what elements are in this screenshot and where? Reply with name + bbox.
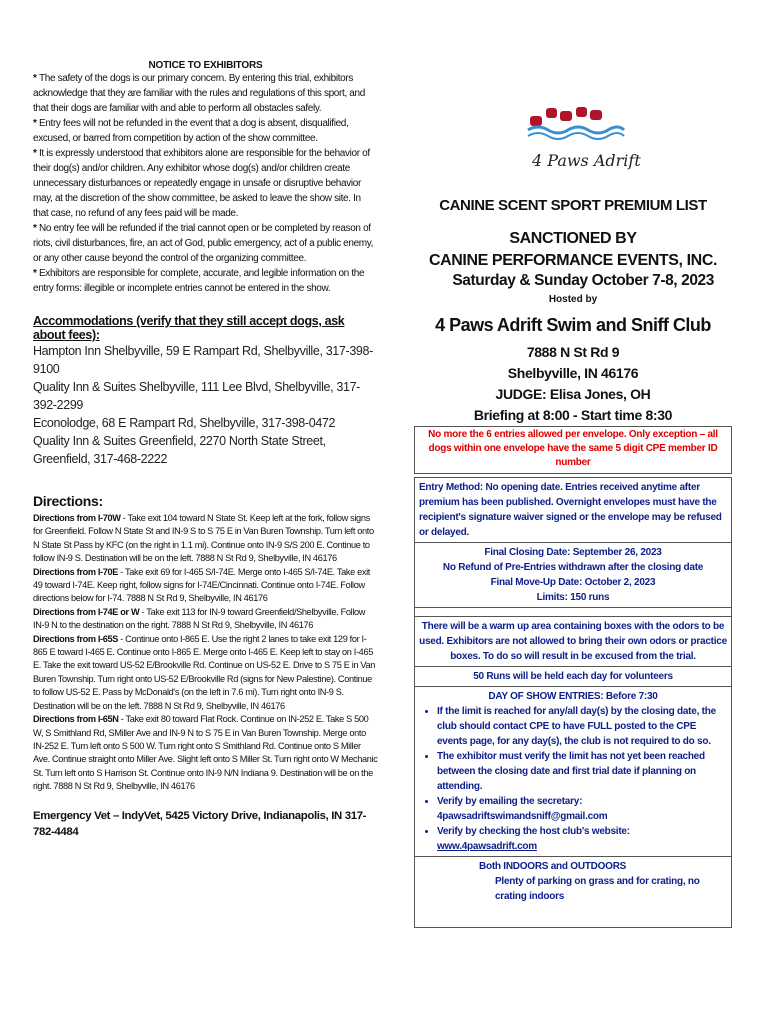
accommodations-title: Accommodations (verify that they still accept dogs, ask about fees): bbox=[33, 314, 345, 342]
direction-text: - Take exit 69 for I-465 S/I-74E. Merge onto I-465 S/I-74E. Take exit 49 toward I-74E. Keep right, follow signs for I-74E/Cincinnati. Continue onto I-74E. Follow directions below for I-74. 7888 N St Rd 9, Shelbyville, IN 46176 bbox=[33, 566, 371, 604]
list-item: • The exhibitor must verify the limit has not yet been reached between the closing date and first trial date if planning on attending. bbox=[437, 749, 727, 794]
accommodation-line: Quality Inn & Suites Greenfield, 2270 North State Street, Greenfield, 317-468-2222 bbox=[33, 434, 326, 466]
indoor-outdoor: Both INDOORS and OUTDOORS bbox=[479, 861, 627, 872]
left-column bbox=[33, 60, 378, 840]
direction-label: Directions from I-74E or W bbox=[33, 606, 140, 617]
direction-text: - Take exit 104 toward N State St. Keep left at the fork, follow signs for Greenfield. Follow N State St and IN-9 S to S 75 E in Van Buren Township. Turn left onto N State St Pass by KFC (on the right in 1.1 mi). Continue onto IN-9 S/S 200 E. Continue to follow IN-9 S. Destination will be on the left. 7888 N St Rd 9, Shelbyville, IN 46176 bbox=[33, 513, 374, 564]
notice-text: The safety of the dogs is our primary concern. By entering this trial, exhibitors acknowledge that they are familiar with the rules and regulations of this sport, and that their dogs are familiar with and able to perform all obstacles safely. bbox=[33, 73, 365, 114]
right-column bbox=[414, 96, 732, 928]
notice-item: * Exhibitors are responsible for complete, accurate, and legible information on the entry forms: illegible or incomplete entries cannot be entered in the show. bbox=[33, 268, 365, 294]
logo-text: 4 Paws Adrift bbox=[532, 151, 641, 170]
move-up-date: Final Move-Up Date: October 2, 2023 bbox=[490, 577, 656, 588]
accommodation-line: Hampton Inn Shelbyville, 59 E Rampart Rd, Shelbyville, 317-398-9100 bbox=[33, 344, 373, 376]
direction-label: Directions from I-70E bbox=[33, 566, 119, 577]
club-name: 4 Paws Adrift Swim and Sniff Club bbox=[435, 315, 711, 335]
verify-text: Verify by checking the host club's website: bbox=[437, 826, 630, 837]
direction-text: - Take exit 113 for IN-9 toward Greenfield/Shelbyville. Follow IN-9 N to the destination on the right. 7888 N St Rd 9, Shelbyville, IN 46176 bbox=[33, 606, 366, 631]
closing-date: Final Closing Date: September 26, 2023 bbox=[484, 547, 662, 558]
direction-label: Directions from I-65N bbox=[33, 714, 119, 725]
entry-method: Entry Method: No opening date. Entries received anytime after premium has been published. Overnight envelopes must have the recipient's signature waiver signed or the envelope may be refused or delayed. bbox=[414, 477, 732, 543]
sanctioning-org: CANINE PERFORMANCE EVENTS, INC. bbox=[428, 252, 718, 269]
direction-item bbox=[33, 633, 378, 713]
notice-text: It is expressly understood that exhibitors alone are responsible for the behavior of their dog(s) and/or children. Any exhibitor whose dog(s) and/or children create unnecessary disturbances or repeatedly engage in unsafe or disruptive behavior may, at the discretion of the show committee, be asked to leave the show site. In that case, no refund of any fees paid will be made. bbox=[33, 148, 370, 219]
notice-title: NOTICE TO EXHIBITORS bbox=[148, 60, 263, 71]
volunteer-runs: 50 Runs will be held each day for volunteers bbox=[414, 667, 732, 687]
direction-text: - Continue onto I-865 E. Use the right 2 lanes to take exit 129 for I-865 E toward I-465 E. Continue onto I-865 E. Merge onto I-465 E. Keep left to stay on I-465 E. Take the exit toward US-52 E/Brookville Rd. Continue on US-52 E. Drive to S 75 E in Van Buren Township. Turn right onto US-52 E/Brookville Rd (signs for New Palestine). Continue to follow US-52 E. Pass by McDonald's (on the left in 7.6 mi). Turn right onto IN-9 S. Destination will be on the left. 7888 N St Rd 9, Shelbyville, IN 46176 bbox=[33, 633, 375, 711]
briefing-time: Briefing at 8:00 - Start time 8:30 bbox=[473, 407, 673, 423]
day-of-show-block bbox=[414, 687, 732, 857]
direction-item bbox=[33, 606, 378, 633]
list-item bbox=[437, 824, 727, 854]
venue-block bbox=[414, 857, 732, 928]
notice-item: * Entry fees will not be refunded in the event that a dog is absent, disqualified, excused, or barred from competition by action of the show committee. bbox=[33, 118, 349, 144]
notice-text: No entry fee will be refunded if the trial cannot open or be completed by reason of riots, civil disturbances, fire, an act of God, public emergency, act of a public enemy, or any other cause beyond the control of the organizing committee. bbox=[33, 223, 374, 264]
warmup-notice: There will be a warm up area containing boxes with the odors to be used. Exhibitors are not allowed to bring their own odors or practice boxes. To do so will result in be excused from the trial. bbox=[414, 616, 732, 667]
website-link[interactable]: www.4pawsadrift.com bbox=[437, 841, 537, 852]
notice-item: * The safety of the dogs is our primary concern. By entering this trial, exhibitors acknowledge that they are familiar with the rules and regulations of this sport, and that their dogs are familiar with and able to perform all obstacles safely. bbox=[33, 73, 365, 114]
limits: Limits: 150 runs bbox=[536, 592, 610, 603]
direction-label: Directions from I-65S bbox=[33, 633, 119, 644]
accommodation-line: Quality Inn & Suites Shelbyville, 111 Lee Blvd, Shelbyville, 317-392-2299 bbox=[33, 380, 360, 412]
direction-item bbox=[33, 566, 378, 606]
sanctioned-by: SANCTIONED BY bbox=[509, 230, 637, 247]
notice-item: * It is expressly understood that exhibitors alone are responsible for the behavior of their dog(s) and/or children. Any exhibitor whose dog(s) and/or children create unnecessary disturbances or repeatedly engage in unsafe or disruptive behavior may, at the discretion of the show committee, be asked to leave the show site. In that case, no refund of any fees paid will be made. bbox=[33, 148, 370, 219]
address-line-1: 7888 N St Rd 9 bbox=[526, 344, 620, 360]
deadlines-block bbox=[414, 543, 732, 608]
notice-item: * No entry fee will be refunded if the trial cannot open or be completed by reason of riots, civil disturbances, fire, an act of God, public emergency, act of a public enemy, or any other cause beyond the control of the organizing committee. bbox=[33, 223, 374, 264]
day-of-show-title: DAY OF SHOW ENTRIES: Before 7:30 bbox=[488, 691, 658, 702]
directions-list bbox=[33, 512, 378, 794]
trial-date: Saturday & Sunday October 7-8, 2023 bbox=[452, 272, 714, 289]
no-refund: No Refund of Pre-Entries withdrawn after the closing date bbox=[442, 562, 704, 573]
list-item[interactable]: • Verify by emailing the secretary: 4pawsadriftswimandsniff@gmail.com bbox=[437, 794, 727, 824]
parking: Plenty of parking on grass and for crating, no crating indoors bbox=[495, 876, 700, 902]
spacer bbox=[414, 608, 732, 616]
list-item: • If the limit is reached for any/all day(s) by the closing date, the club should contact CPE to have FULL posted to the CPE events page, for any day(s), the club is not required to do so. bbox=[437, 704, 727, 749]
directions-title: Directions: bbox=[33, 493, 103, 509]
entry-limit-notice: No more the 6 entries allowed per envelope. Only exception – all dogs within one envelope have the same 5 digit CPE member ID number bbox=[414, 426, 732, 474]
direction-label: Directions from I-70W bbox=[33, 513, 121, 523]
judge: JUDGE: Elisa Jones, OH bbox=[495, 386, 651, 402]
direction-item bbox=[33, 512, 378, 566]
notice-text: Exhibitors are responsible for complete, accurate, and legible information on the entry forms: illegible or incomplete entries cannot be entered in the show. bbox=[33, 268, 365, 294]
direction-item bbox=[33, 713, 378, 793]
notice-text: Entry fees will not be refunded in the event that a dog is absent, disqualified, excused, or barred from competition by action of the show committee. bbox=[33, 118, 349, 144]
address-line-2: Shelbyville, IN 46176 bbox=[507, 365, 639, 381]
accommodation-line: Econolodge, 68 E Rampart Rd, Shelbyville, 317-398-0472 bbox=[33, 416, 336, 430]
direction-text: - Take exit 80 toward Flat Rock. Continue on IN-252 E. Take S 500 W, S Smithland Rd, SMiller Ave and IN-9 N to S 75 E in Van Buren Township. Merge onto IN-252 E. Turn left onto S 500 W. Turn right onto S Smithland Rd. Continue onto S Miller Ave. Continue straight onto Miller Ave. Slight left onto S Miller St. Turn right onto W Mechanic St. Turn left onto S Harrison St. Continue onto IN-9 N/N Indiana 9. Destination will be on the right. 7888 N St Rd 9, Shelbyville, IN 46176 bbox=[33, 714, 378, 792]
premium-list-title: CANINE SCENT SPORT PREMIUM LIST bbox=[439, 197, 707, 214]
day-of-show-list bbox=[419, 704, 727, 854]
emergency-vet: Emergency Vet – IndyVet, 5425 Victory Drive, Indianapolis, IN 317-782-4484 bbox=[33, 809, 367, 838]
hosted-by: Hosted by bbox=[548, 294, 598, 305]
